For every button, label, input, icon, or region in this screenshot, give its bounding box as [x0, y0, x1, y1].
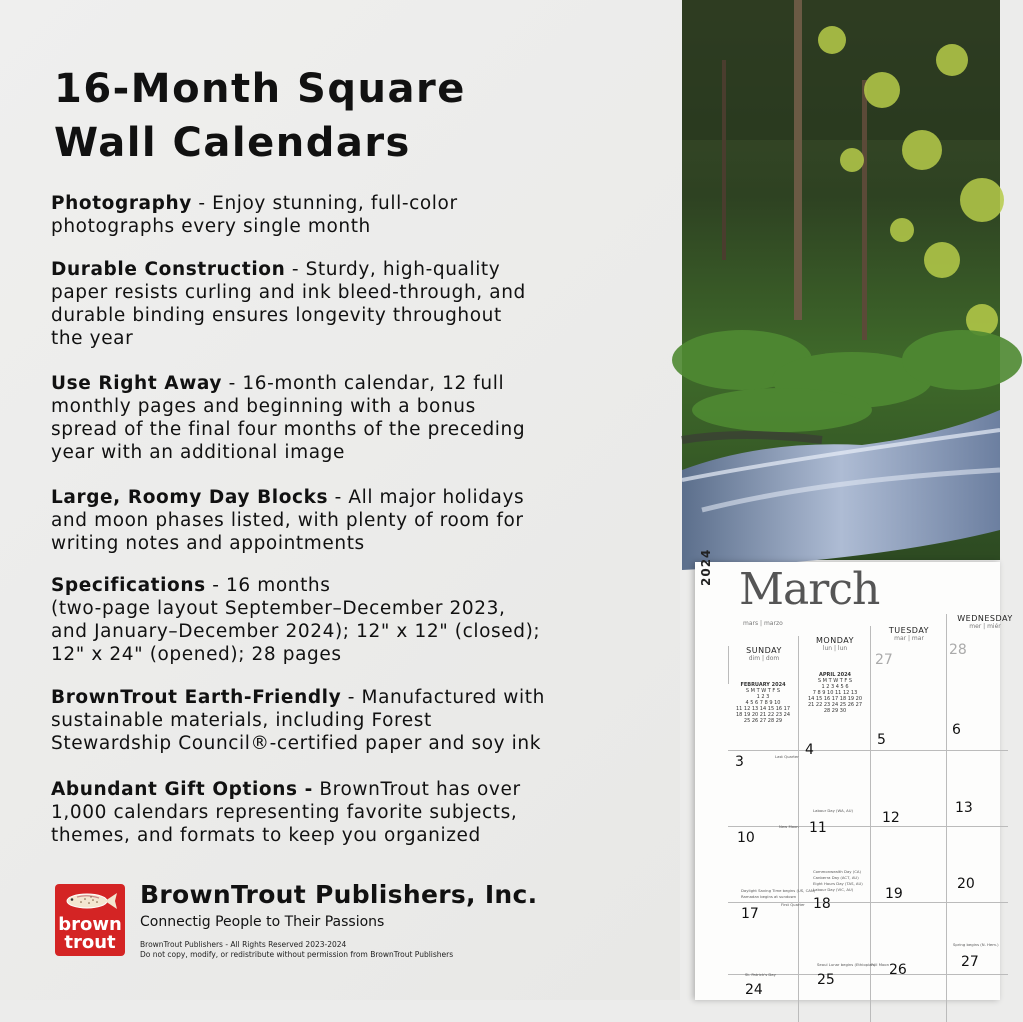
date-cell: 20 — [957, 876, 975, 892]
mini-calendar-row: 1 2 3 — [756, 694, 770, 700]
feature-item — [51, 486, 651, 555]
title-line-2: Wall Calendars — [54, 120, 411, 166]
feature-line — [51, 574, 651, 597]
feature-line: writing notes and appointments — [51, 533, 365, 554]
feature-line: photographs every single month — [51, 216, 371, 237]
calendar-note: Commonwealth Day (CA) — [813, 869, 861, 874]
feature-line: year with an additional image — [51, 442, 346, 463]
mini-calendar-row: 7 8 9 10 11 12 13 — [812, 690, 858, 696]
mini-calendar-title: APRIL 2024 — [818, 672, 852, 678]
feature-line — [51, 686, 651, 709]
feature-line: themes, and formats to keep you organized — [51, 825, 481, 846]
date-cell: 17 — [741, 906, 759, 922]
feature-line: 12" x 24" (opened); 28 pages — [51, 644, 342, 665]
feature-text: - Sturdy, high-quality — [285, 259, 501, 280]
feature-line: paper resists curling and ink bleed-through, and — [51, 282, 526, 303]
day-header-sub: lun | lun — [822, 645, 848, 652]
calendar-note: New Moon — [779, 824, 799, 829]
feature-line: and moon phases listed, with plenty of room for — [51, 510, 524, 531]
forest-river-image — [682, 0, 1000, 560]
publisher-legal — [140, 940, 453, 960]
date-cell: 3 — [735, 754, 744, 770]
feature-text: - 16-month calendar, 12 full — [222, 373, 505, 394]
feature-line: 1,000 calendars representing favorite subjects, — [51, 802, 518, 823]
feature-line: durable binding ensures longevity throughout — [51, 305, 502, 326]
feature-text: - Manufactured with — [341, 687, 545, 708]
feature-text: - 16 months — [205, 575, 331, 596]
feature-line — [51, 372, 651, 395]
date-cell: 28 — [949, 642, 967, 658]
calendar-note: St. Patrick's Day — [745, 972, 776, 977]
grid-line — [728, 750, 1008, 751]
date-cell: 27 — [961, 954, 979, 970]
date-cell: 5 — [877, 732, 886, 748]
feature-name: Large, Roomy Day Blocks — [51, 487, 329, 508]
date-cell: 18 — [813, 896, 831, 912]
day-header-label: TUESDAY — [888, 626, 930, 635]
date-cell: 10 — [737, 830, 755, 846]
page-title — [54, 62, 654, 170]
calendar-note: Eight Hours Day (TAS, AU) — [813, 881, 863, 886]
date-cell: 13 — [955, 800, 973, 816]
calendar-note: Daylight Saving Time begins (US, CAN) — [741, 888, 816, 893]
feature-line: (two-page layout September–December 2023, — [51, 598, 506, 619]
feature-name: Use Right Away — [51, 373, 223, 394]
day-header-label: MONDAY — [816, 636, 854, 645]
date-cell: 12 — [882, 810, 900, 826]
feature-text: - Enjoy stunning, full-color — [191, 193, 458, 214]
calendar-note: Last Quarter — [775, 754, 799, 759]
calendar-year: 2024 — [699, 548, 713, 586]
date-cell: 26 — [889, 962, 907, 978]
date-cell: 25 — [817, 972, 835, 988]
grid-line — [798, 642, 799, 1022]
date-cell: 27 — [875, 652, 893, 668]
title-line-1: 16-Month Square — [54, 66, 466, 112]
mini-calendar-row: 21 22 23 24 25 26 27 — [807, 702, 863, 708]
calendar-note: Seoul Lunar begins (Ethiopian) — [817, 962, 876, 967]
grid-line — [946, 642, 947, 1022]
date-cell: 4 — [805, 742, 814, 758]
month-translations: mars | marzo — [743, 620, 783, 627]
feature-line — [51, 192, 651, 215]
browntrout-logo — [55, 884, 125, 956]
calendar-note: Full Moon — [871, 962, 890, 967]
landscape-photo — [682, 0, 1000, 560]
date-cell: 11 — [809, 820, 827, 836]
calendar-note: Spring begins (N. Hem.) — [953, 942, 999, 947]
calendar-note: First Quarter — [781, 902, 805, 907]
mini-calendar-row: 18 19 20 21 22 23 24 — [735, 712, 791, 718]
calendar-page — [695, 548, 1013, 1000]
logo-text-trout: trout — [64, 932, 116, 953]
feature-line — [51, 486, 651, 509]
mini-calendar-row: 4 5 6 7 8 9 10 — [745, 700, 781, 706]
feature-line: the year — [51, 328, 134, 349]
feature-name: BrownTrout Earth-Friendly — [51, 687, 342, 708]
feature-line — [51, 778, 651, 801]
feature-item — [51, 686, 651, 755]
mini-calendar-title: FEBRUARY 2024 — [740, 682, 786, 688]
feature-text: - All major holidays — [328, 487, 525, 508]
day-header-sunday — [728, 646, 799, 684]
feature-name: Abundant Gift Options - — [51, 779, 313, 800]
feature-name: Photography — [51, 193, 192, 214]
feature-item — [51, 192, 651, 238]
calendar-note: Labour Day (WA, AU) — [813, 808, 853, 813]
feature-name: Specifications — [51, 575, 206, 596]
calendar-note: Ramadan begins at sundown — [741, 894, 797, 899]
grid-line — [728, 826, 1008, 827]
trout-fish-icon — [63, 890, 117, 912]
mini-calendar-row: 14 15 16 17 18 19 20 — [807, 696, 863, 702]
day-header-monday — [798, 636, 871, 674]
feature-line: Stewardship Council®-certified paper and soy ink — [51, 733, 542, 754]
mini-calendar-row: 25 26 27 28 29 — [743, 718, 783, 724]
feature-item — [51, 372, 651, 464]
calendar-note: Canberra Day (ACT, AU) — [813, 875, 859, 880]
feature-line — [51, 258, 651, 281]
day-header-label: SUNDAY — [746, 646, 782, 655]
date-cell: 6 — [952, 722, 961, 738]
mini-calendar-february — [735, 682, 791, 724]
legal-line-1: BrownTrout Publishers - All Rights Reserved 2023-2024 — [140, 940, 347, 949]
feature-item — [51, 258, 651, 350]
calendar-month: March — [739, 564, 880, 615]
feature-line: spread of the final four months of the preceding — [51, 419, 526, 440]
mini-calendar-weekdays: S M T W T F S — [817, 678, 853, 684]
mini-calendar-row: 28 29 30 — [823, 708, 847, 714]
date-cell: 19 — [885, 886, 903, 902]
grid-line — [728, 902, 1008, 903]
calendar-note: Labour Day (VIC, AU) — [813, 887, 854, 892]
legal-line-2: Do not copy, modify, or redistribute without permission from BrownTrout Publishers — [140, 950, 454, 959]
date-cell: 24 — [745, 982, 763, 998]
publisher-tagline: Connectig People to Their Passions — [140, 914, 385, 930]
feature-item — [51, 778, 651, 847]
feature-line: sustainable materials, including Forest — [51, 710, 432, 731]
publisher-name: BrownTrout Publishers, Inc. — [140, 880, 538, 909]
feature-line: and January–December 2024); 12" x 12" (closed); — [51, 621, 541, 642]
day-header-sub: mer | miér — [969, 623, 1001, 630]
day-header-sub: dim | dom — [748, 655, 780, 662]
day-header-sub: mar | mar — [894, 635, 924, 642]
mini-calendar-april — [807, 672, 863, 714]
mini-calendar-weekdays: S M T W T F S — [745, 688, 781, 694]
feature-line: monthly pages and beginning with a bonus — [51, 396, 476, 417]
feature-text: BrownTrout has over — [312, 779, 521, 800]
feature-item — [51, 574, 651, 666]
day-header-label: WEDNESDAY — [957, 614, 1013, 623]
feature-name: Durable Construction — [51, 259, 286, 280]
mini-calendar-row: 11 12 13 14 15 16 17 — [735, 706, 791, 712]
mini-calendar-row: 1 2 3 4 5 6 — [821, 684, 849, 690]
logo-text-brown: brown — [58, 914, 122, 935]
